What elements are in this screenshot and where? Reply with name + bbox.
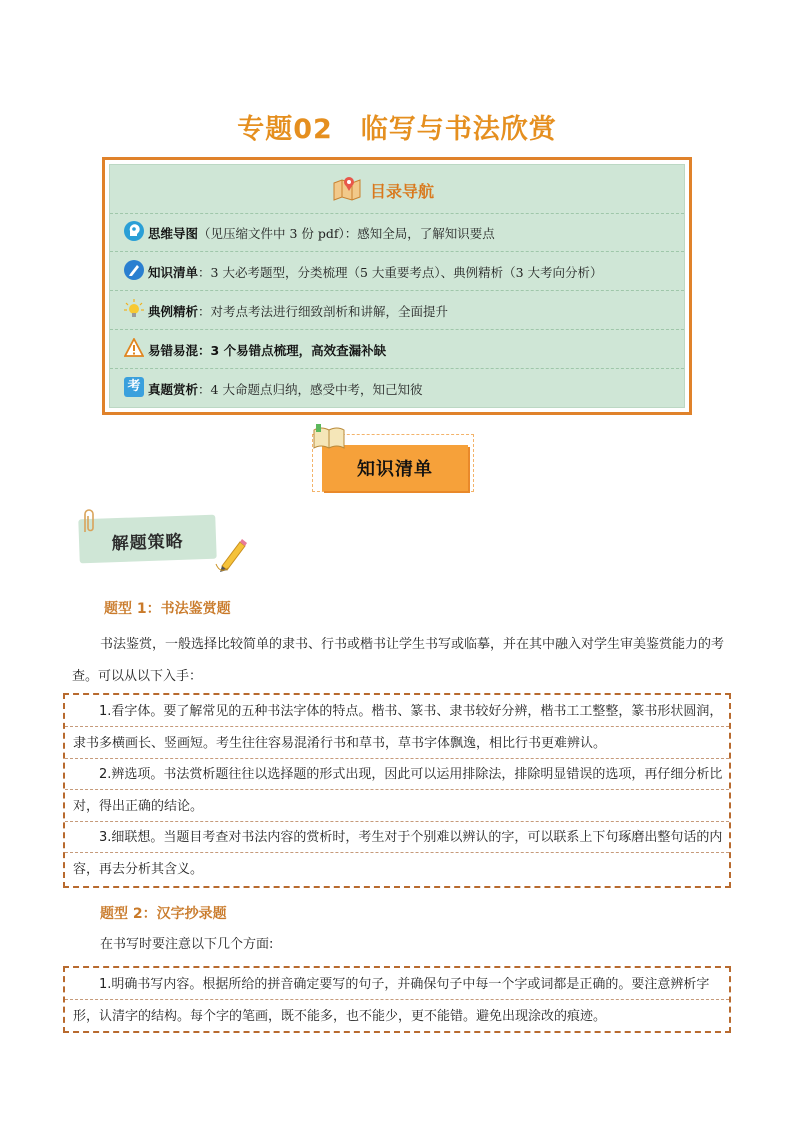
nav-row-mistakes bbox=[110, 330, 684, 369]
section2-title: 题型 2：汉字抄录题 bbox=[100, 906, 227, 922]
section1-intro: 书法鉴赏，一般选择比较简单的隶书、行书或楷书让学生书写或临摹，并在其中融入对学生审美鉴赏能力的考查。可以从以下入手： bbox=[72, 637, 725, 684]
navigation-header bbox=[110, 165, 684, 214]
paperclip-icon bbox=[80, 508, 96, 534]
knowledge-list-banner-text: 知识清单 bbox=[357, 459, 433, 480]
nav-label-mistakes: 易错易混 bbox=[148, 343, 199, 358]
section1-point3: 3.细联想。当题目考查对书法内容的赏析时，考生对于个别难以辨认的字，可以联系上下句琢磨出整句话的内容，再去分析其含义。 bbox=[73, 830, 723, 877]
pencil-icon bbox=[214, 534, 248, 574]
nav-label-mindmap: 思维导图 bbox=[148, 226, 199, 241]
section2-intro: 在书写时要注意以下几个方面: bbox=[100, 937, 274, 952]
exam-badge-icon: 考 bbox=[124, 377, 144, 397]
nav-desc-mindmap: （见压缩文件中 3 份 pdf）：感知全局，了解知识要点 bbox=[198, 226, 495, 241]
nav-row-real-exam bbox=[110, 369, 684, 407]
nav-desc-examples: ：对考点考法进行细致剖析和讲解，全面提升 bbox=[198, 304, 449, 319]
head-icon bbox=[124, 221, 144, 241]
section2-point1: 1.明确书写内容。根据所给的拼音确定要写的句子，并确保句子中每一个字或词都是正确的。要注意辨析字形，认清字的结构。每个字的笔画，既不能多，也不能少，更不能错。避免出现涂改的痕迹。 bbox=[73, 977, 710, 1024]
page-title: 专题02 临写与书法欣赏 bbox=[237, 114, 557, 145]
section1-point2: 2.辨选项。书法赏析题往往以选择题的形式出现，因此可以运用排除法，排除明显错误的选项，再仔细分析比对，得出正确的结论。 bbox=[73, 767, 723, 814]
nav-label-examples: 典例精析 bbox=[148, 304, 199, 319]
nav-label-real-exam: 真题赏析 bbox=[148, 382, 199, 397]
open-book-icon bbox=[312, 424, 346, 452]
navigation-box bbox=[102, 157, 692, 415]
warning-icon bbox=[124, 338, 144, 358]
pen-icon bbox=[124, 260, 144, 280]
section1-title: 题型 1：书法鉴赏题 bbox=[104, 601, 231, 617]
strategy-tag-text: 解题策略 bbox=[111, 531, 184, 555]
nav-desc-real-exam: ：4 大命题点归纳，感受中考，知己知彼 bbox=[198, 382, 423, 397]
nav-row-mindmap bbox=[110, 213, 684, 252]
section1-point1: 1.看字体。要了解常见的五种书法字体的特点。楷书、篆书、隶书较好分辨，楷书工工整整，篆书形状圆润，隶书多横画长、竖画短。考生往往容易混淆行书和草书，草书字体飘逸，相比行书更难辨认。 bbox=[73, 704, 723, 751]
nav-desc-mistakes: ：3 个易错点梳理，高效查漏补缺 bbox=[198, 343, 387, 358]
nav-label-knowledge: 知识清单 bbox=[148, 265, 199, 280]
navigation-title: 目录导航 bbox=[370, 182, 435, 201]
lightbulb-icon bbox=[124, 299, 144, 319]
nav-row-examples bbox=[110, 291, 684, 330]
navigation-panel bbox=[109, 164, 685, 408]
section1-points-box bbox=[63, 693, 731, 888]
strategy-tag bbox=[78, 515, 216, 564]
map-book-icon bbox=[332, 175, 362, 201]
nav-desc-knowledge: ：3 大必考题型，分类梳理（5 大重要考点）、典例精析（3 大考向分析） bbox=[198, 265, 603, 280]
nav-row-knowledge bbox=[110, 252, 684, 291]
section2-points-box bbox=[63, 966, 731, 1033]
